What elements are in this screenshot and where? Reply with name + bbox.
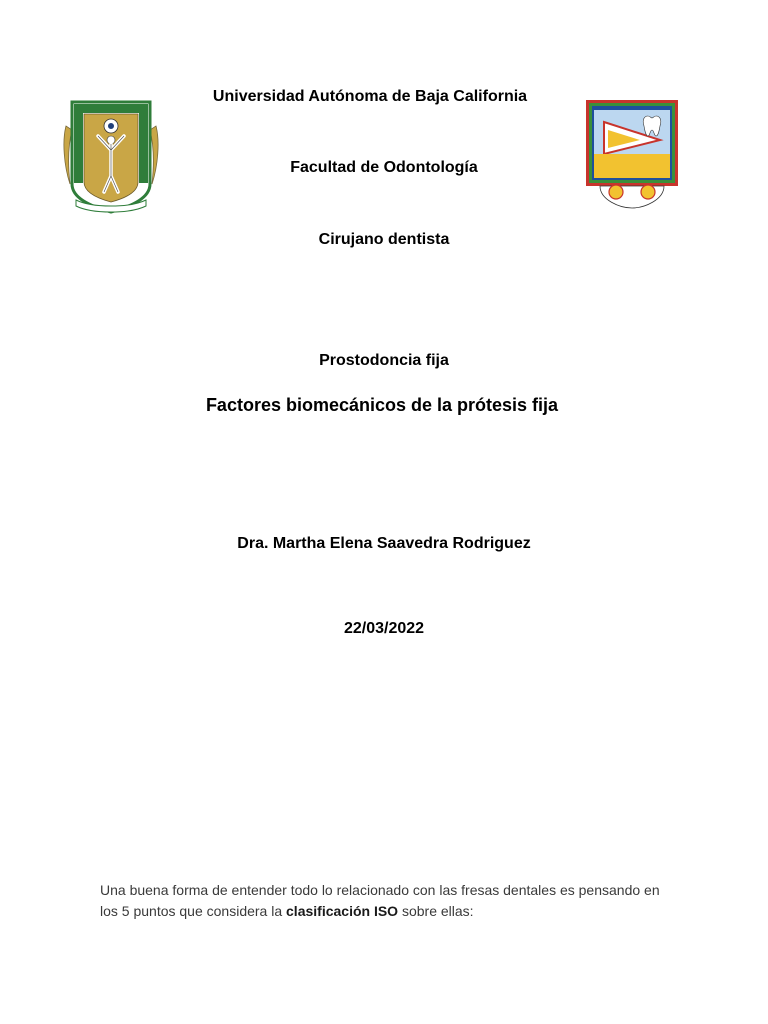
paragraph-text-after: sobre ellas: xyxy=(398,903,474,919)
subject-title: Prostodoncia fija xyxy=(319,352,449,369)
uabc-seal-icon xyxy=(62,96,160,214)
paragraph-text-before: Una buena forma de entender todo lo relacionado con las fresas dentales es pensando en los 5 puntos que considera la xyxy=(100,882,660,919)
odontologia-tijuana-logo xyxy=(580,96,684,220)
odontologia-tijuana-crest-icon xyxy=(580,96,684,220)
university-name: Universidad Autónoma de Baja California xyxy=(212,88,528,105)
career-name: Cirujano dentista xyxy=(318,231,450,248)
professor-name: Dra. Martha Elena Saavedra Rodriguez xyxy=(237,535,531,552)
intro-paragraph xyxy=(100,880,660,922)
uabc-seal-logo xyxy=(62,96,160,214)
document-date: 22/03/2022 xyxy=(343,620,425,637)
faculty-name: Facultad de Odontología xyxy=(290,159,478,176)
paragraph-bold-term: clasificación ISO xyxy=(286,903,399,919)
topic-title: Factores biomecánicos de la prótesis fija xyxy=(205,395,559,415)
